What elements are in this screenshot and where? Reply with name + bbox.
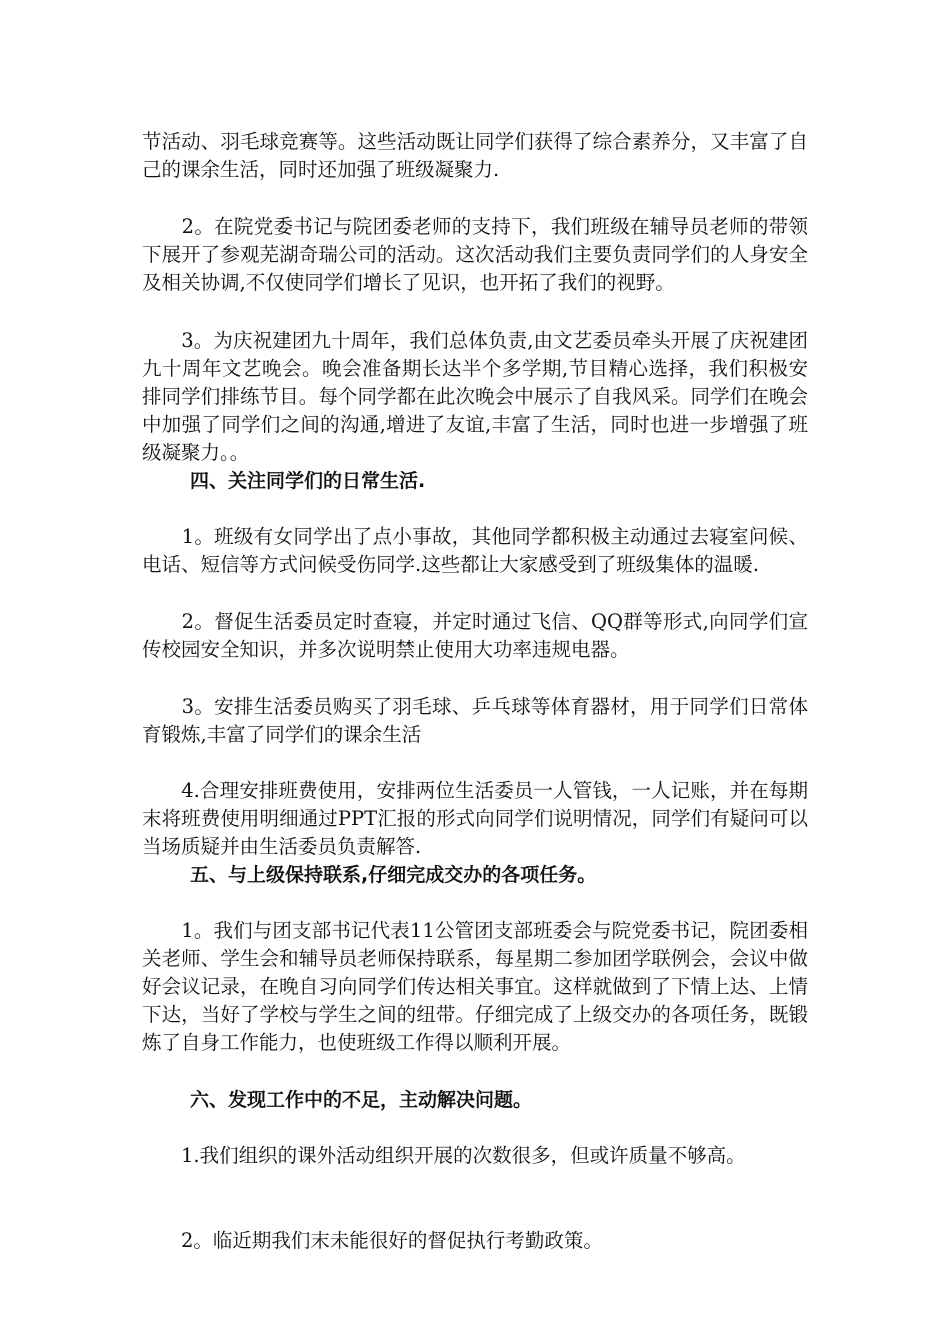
paragraph-class-fund: 4.合理安排班费使用，安排两位生活委员一人管钱，一人记账，并在每期末将班费使用明细通过PPT汇报的形式向同学们说明情况，同学们有疑问可以当场质疑并由生活委员负责解答. — [142, 779, 808, 858]
paragraph-activities-summary: 节活动、羽毛球竞赛等。这些活动既让同学们获得了综合素养分，又丰富了自己的课余生活，同时还加强了班级凝聚力. — [142, 130, 808, 181]
paragraph-dorm-safety: 2。督促生活委员定时查寝，并定时通过飞信、QQ群等形式,向同学们宣传校园安全知识，并多次说明禁止使用大功率违规电器。 — [142, 610, 808, 661]
paragraph-injured-classmate: 1。班级有女同学出了点小事故，其他同学都积极主动通过去寝室问候、电话、短信等方式问候受伤同学.这些都让大家感受到了班级集体的温暖. — [142, 525, 808, 576]
heading-daily-life: 四、关注同学们的日常生活. — [190, 470, 426, 492]
paragraph-sports-equipment: 3。安排生活委员购买了羽毛球、乒乓球等体育器材，用于同学们日常体育锻炼,丰富了同学们的课余生活 — [142, 695, 808, 746]
paragraph-chery-visit: 2。在院党委书记与院团委老师的支持下，我们班级在辅导员老师的带领下展开了参观芜湖奇瑞公司的活动。这次活动我们主要负责同学们的人身安全及相关协调,不仅使同学们增长了见识，也开拓了我们的视野。 — [142, 215, 808, 294]
paragraph-anniversary-gala: 3。为庆祝建团九十周年，我们总体负责,由文艺委员牵头开展了庆祝建团九十周年文艺晚会。晚会准备期长达半个多学期,节目精心选择，我们积极安排同学们排练节目。每个同学都在此次晚会中展示了自我风采。同学们在晚会中加强了同学们之间的沟通,增进了友谊,丰富了生活，同时也进一步增强了班级凝聚力。。 — [142, 329, 808, 464]
paragraph-attendance-policy: 2。临近期我们末未能很好的督促执行考勤政策。 — [142, 1229, 603, 1252]
heading-shortcomings: 六、发现工作中的不足，主动解决问题。 — [190, 1089, 533, 1111]
heading-superior-contact: 五、与上级保持联系,仔细完成交办的各项任务。 — [190, 864, 597, 886]
paragraph-liaison-work: 1。我们与团支部书记代表11公管团支部班委会与院党委书记，院团委相关老师、学生会和辅导员老师保持联系，每星期二参加团学联例会，会议中做好会议记录，在晚自习向同学们传达相关事宜。这样就做到了下情上达、上情下达，当好了学校与学生之间的纽带。仔细完成了上级交办的各项任务，既锻炼了自身工作能力，也使班级工作得以顺利开展。 — [142, 919, 808, 1054]
paragraph-activity-quality: 1.我们组织的课外活动组织开展的次数很多，但或许质量不够高。 — [142, 1144, 746, 1167]
